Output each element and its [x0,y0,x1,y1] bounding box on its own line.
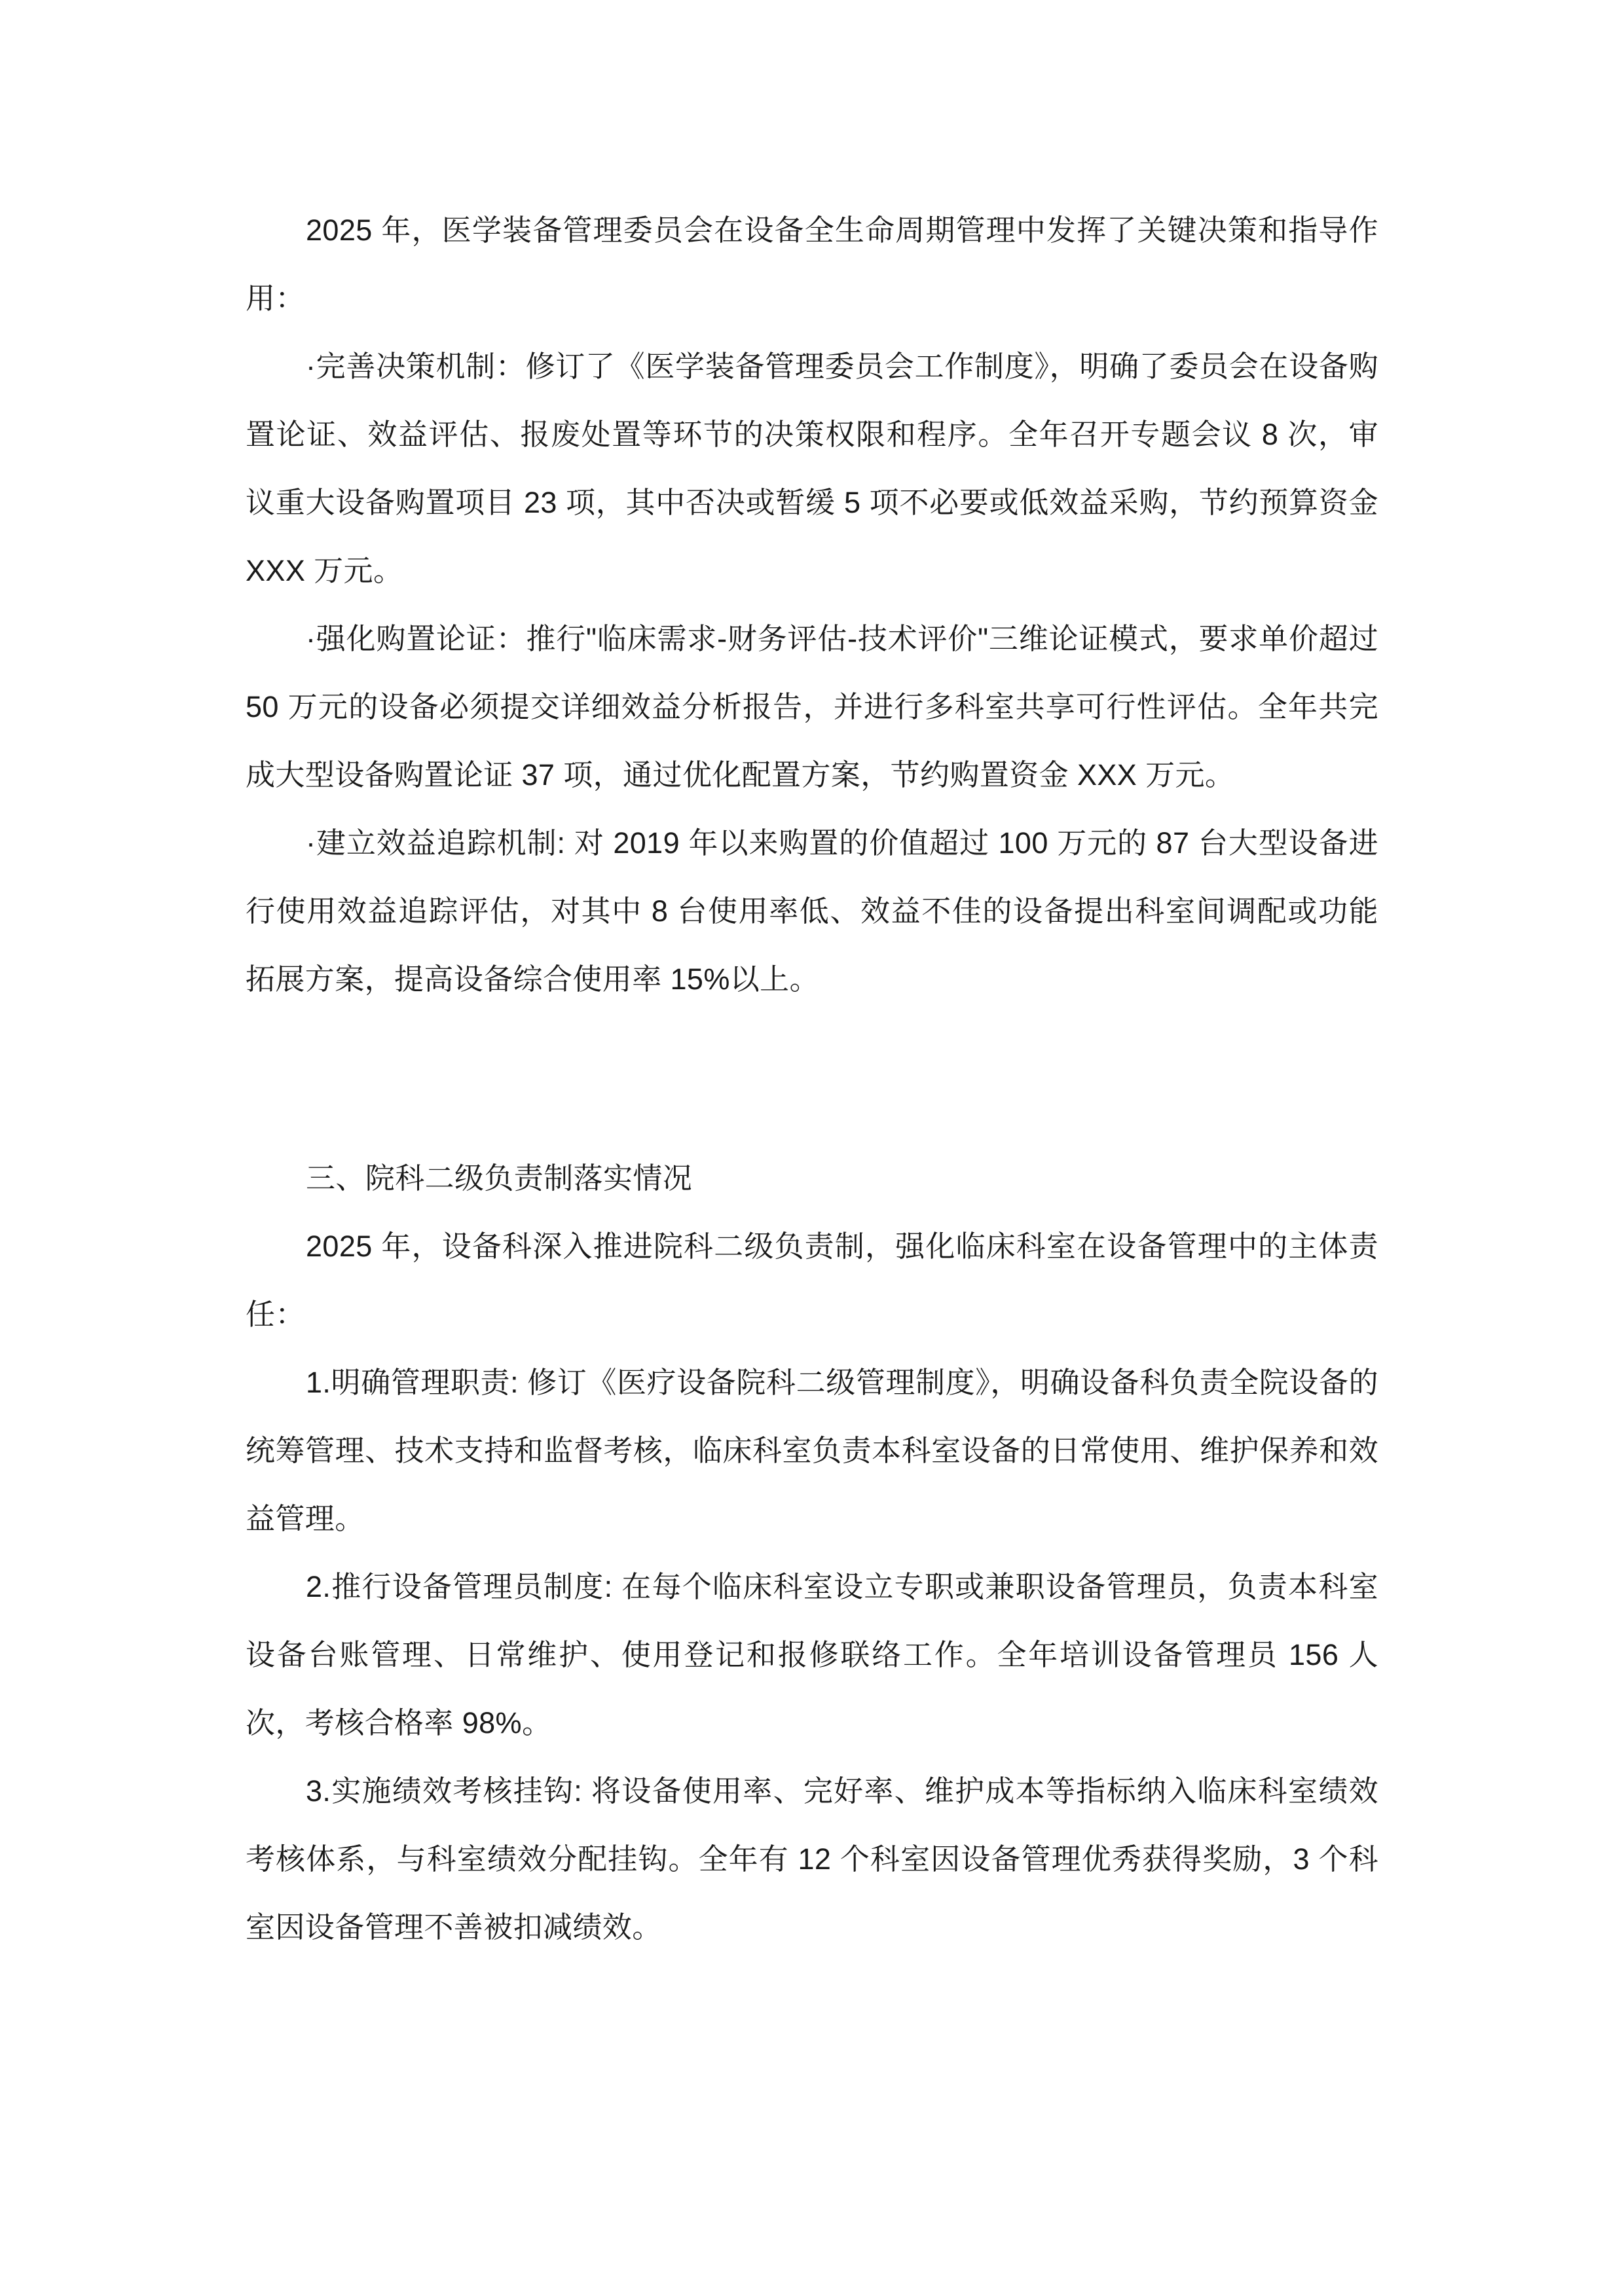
paragraph-section-intro: 2025 年，设备科深入推进院科二级负责制，强化临床科室在设备管理中的主体责任： [246,1230,1378,1331]
document-body [246,196,1378,1961]
section-spacer [246,1013,1378,1082]
list-item-equipment-manager-system: 2.推行设备管理员制度: 在每个临床科室设立专职或兼职设备管理员，负责本科室设备台账管理、日常维护、使用登记和报修联络工作。全年培训设备管理员 156 人次，考核合格率 98%。 [246,1570,1378,1740]
list-item-performance-linkage: 3.实施绩效考核挂钩: 将设备使用率、完好率、维护成本等指标纳入临床科室绩效考核体系，与科室绩效分配挂钩。全年有 12 个科室因设备管理优秀获得奖励，3 个科室因设备管理不善被扣减绩效。 [246,1774,1378,1944]
paragraph-bullet-benefit-tracking: ·建立效益追踪机制: 对 2019 年以来购置的价值超过 100 万元的 87 台大型设备进行使用效益追踪评估，对其中 8 台使用率低、效益不佳的设备提出科室间调配或功能拓展方案，提高设备综合使用率 15%以上。 [246,826,1378,996]
paragraph-bullet-purchase-argumentation: ·强化购置论证：推行"临床需求-财务评估-技术评价"三维论证模式，要求单价超过 50 万元的设备必须提交详细效益分析报告，并进行多科室共享可行性评估。全年共完成大型设备购置论证 37 项，通过优化配置方案，节约购置资金 XXX 万元。 [246,622,1378,792]
paragraph-intro-2025-committee: 2025 年，医学装备管理委员会在设备全生命周期管理中发挥了关键决策和指导作用： [246,213,1378,315]
section-spacer-secondary [246,1082,1378,1144]
paragraph-bullet-decision-mechanism: ·完善决策机制：修订了《医学装备管理委员会工作制度》，明确了委员会在设备购置论证、效益评估、报废处置等环节的决策权限和程序。全年召开专题会议 8 次，审议重大设备购置项目 23 项，其中否决或暂缓 5 项不必要或低效益采购，节约预算资金 XXX 万元。 [246,350,1378,587]
section-heading-level-three: 三、院科二级负责制落实情况 [306,1161,693,1195]
list-item-management-duties: 1.明确管理职责: 修订《医疗设备院科二级管理制度》，明确设备科负责全院设备的统筹管理、技术支持和监督考核，临床科室负责本科室设备的日常使用、维护保养和效益管理。 [246,1366,1378,1535]
